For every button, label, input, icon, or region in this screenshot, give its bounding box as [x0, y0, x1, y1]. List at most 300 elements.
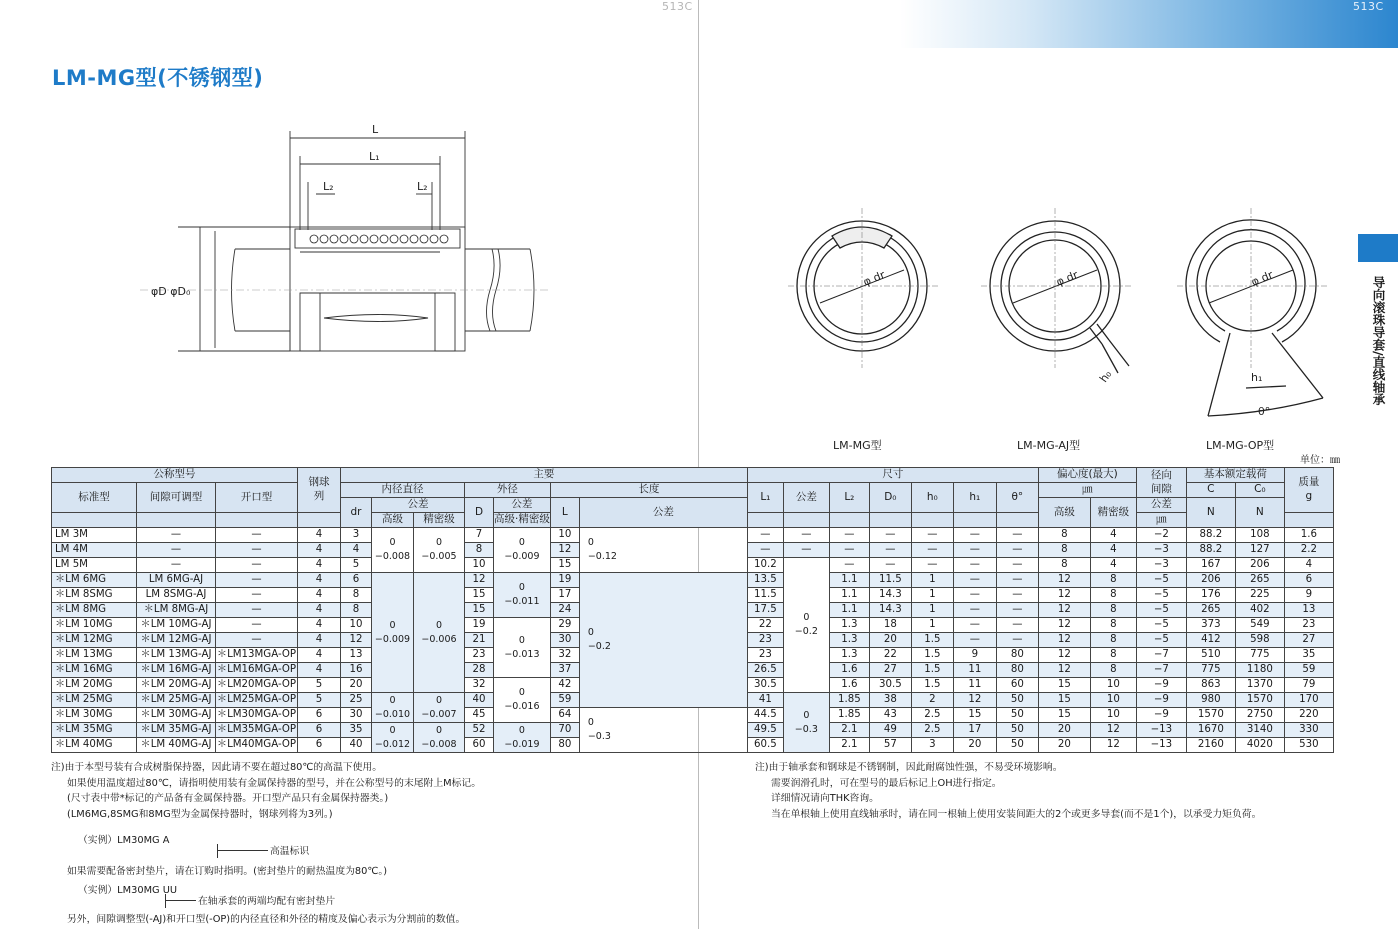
- cell-ep: 8: [1090, 618, 1136, 633]
- th-theta: θ°: [996, 483, 1038, 513]
- cell-h1: 11: [953, 678, 996, 693]
- cell-L1-tol-upper: 0: [803, 709, 810, 721]
- cell-ep: 8: [1090, 573, 1136, 588]
- cell-L: 37: [550, 663, 579, 678]
- cell-h1: 12: [953, 693, 996, 708]
- cell-ep: 8: [1090, 663, 1136, 678]
- table-row: [52, 528, 1334, 543]
- cell-eh: 8: [1038, 528, 1090, 543]
- cell-dr-tol-precise-upper: 0: [435, 537, 443, 549]
- th-load: 基本额定载荷: [1186, 468, 1284, 483]
- cell-D: 23: [465, 648, 494, 663]
- cell-dr: 3: [341, 528, 372, 543]
- cell-D0: 18: [869, 618, 911, 633]
- cell-D: 15: [465, 588, 494, 603]
- cell-L1: 17.5: [747, 603, 783, 618]
- cell-open: ＊LM20MGA-OP: [216, 678, 298, 693]
- note-left-0: 注)由于本型号装有合成树脂保持器，因此请不要在超过80℃的高温下使用。: [51, 762, 382, 773]
- cell-C: 863: [1186, 678, 1235, 693]
- cell-mass: 530: [1284, 738, 1333, 753]
- cell-dr: 8: [341, 588, 372, 603]
- cell-L1-tol-lower: −0.2: [794, 626, 818, 637]
- cell-D-tol: [494, 573, 551, 618]
- cell-L1: 10.2: [747, 558, 783, 573]
- cell-adj: ＊LM 10MG-AJ: [137, 618, 216, 633]
- cell-h1: —: [953, 528, 996, 543]
- th-ecc: 偏心度(最大): [1038, 468, 1136, 483]
- h1-label: h₁: [1251, 371, 1263, 384]
- cell-C: 2160: [1186, 738, 1235, 753]
- th-ecc-precise: 精密级: [1090, 498, 1136, 528]
- th-tolL: 公差: [579, 498, 747, 528]
- cell-L2: —: [829, 543, 869, 558]
- cell-rad: −9: [1136, 678, 1186, 693]
- cell-D: 40: [465, 693, 494, 708]
- cell-rad: −5: [1136, 633, 1186, 648]
- cell-D0: 14.3: [869, 603, 911, 618]
- cell-eh: 20: [1038, 738, 1090, 753]
- caption-op: LM-MG-OP型: [1206, 439, 1275, 452]
- cell-rad: −2: [1136, 528, 1186, 543]
- cell-h1: —: [953, 633, 996, 648]
- note-left-6: 如果需要配备密封垫片，请在订购时指明。(密封垫片的耐热温度为80℃。): [67, 865, 388, 877]
- cell-D: 12: [465, 573, 494, 588]
- cell-h0: —: [911, 528, 953, 543]
- cell-D: 60: [465, 738, 494, 753]
- cell-ep: 10: [1090, 678, 1136, 693]
- section-side-label: 导向滚珠导套/直线轴承: [1371, 276, 1386, 406]
- dr-label-mg: φ dr: [861, 268, 887, 289]
- cell-theta: 50: [996, 738, 1038, 753]
- cell-D0: 22: [869, 648, 911, 663]
- cell-L2: 1.3: [829, 648, 869, 663]
- cell-rad: −5: [1136, 588, 1186, 603]
- cell-L2: 1.85: [829, 708, 869, 723]
- note-left-5: 高温标识: [270, 845, 310, 857]
- th-adj-2: [137, 513, 216, 528]
- cell-dr-tol-precise: [414, 693, 465, 723]
- cell-L1-tol: [783, 693, 829, 753]
- cell-theta: 80: [996, 663, 1038, 678]
- dim-L1-label: L₁: [369, 150, 380, 163]
- cell-C: 265: [1186, 603, 1235, 618]
- cell-theta: —: [996, 588, 1038, 603]
- cell-dr-tol-precise-upper: 0: [435, 724, 443, 736]
- cell-ep: 8: [1090, 588, 1136, 603]
- cell-std: ＊LM 8SMG: [52, 588, 137, 603]
- dr-label-op: φ dr: [1249, 268, 1275, 289]
- cross-section-drawings: [788, 208, 1348, 438]
- cell-D: 28: [465, 663, 494, 678]
- th-mass-2b: [1284, 513, 1333, 528]
- cell-dr: 16: [341, 663, 372, 678]
- cell-D0: 30.5: [869, 678, 911, 693]
- cell-L1: 44.5: [747, 708, 783, 723]
- cell-rad: −9: [1136, 693, 1186, 708]
- cell-open: ＊LM30MGA-OP: [216, 708, 298, 723]
- cell-D0: 11.5: [869, 573, 911, 588]
- th-dims: 尺寸: [747, 468, 1038, 483]
- cell-mass: 4: [1284, 558, 1333, 573]
- cell-D0: 38: [869, 693, 911, 708]
- cell-D: 15: [465, 603, 494, 618]
- cell-mass: 9: [1284, 588, 1333, 603]
- cell-std: ＊LM 13MG: [52, 648, 137, 663]
- cell-std: ＊LM 12MG: [52, 633, 137, 648]
- cell-C: 510: [1186, 648, 1235, 663]
- th-dr: dr: [341, 498, 372, 528]
- cell-adj: LM 8SMG-AJ: [137, 588, 216, 603]
- cell-balls: 4: [298, 633, 341, 648]
- cell-balls: 4: [298, 648, 341, 663]
- cell-std: LM 4M: [52, 543, 137, 558]
- th-h0-2: [911, 513, 953, 528]
- th-adj: 间隙可调型: [137, 483, 216, 513]
- table-row: [52, 573, 1334, 588]
- cell-L2: 1.6: [829, 663, 869, 678]
- cell-D-tol: [494, 618, 551, 678]
- cell-L1: 49.5: [747, 723, 783, 738]
- cell-L: 59: [550, 693, 579, 708]
- note-left-2: (尺寸表中带*标记的产品备有金属保持器。开口型产品只有金属保持器类。): [67, 793, 389, 804]
- cell-h0: 3: [911, 738, 953, 753]
- th-mass-2: g: [1305, 490, 1313, 502]
- cell-adj: ＊LM 13MG-AJ: [137, 648, 216, 663]
- cell-dr-tol-precise-lower: −0.005: [421, 551, 457, 562]
- cell-C0: 1570: [1235, 693, 1284, 708]
- cell-adj: ＊LM 20MG-AJ: [137, 678, 216, 693]
- cell-balls: 4: [298, 528, 341, 543]
- cell-D-tol-upper: 0: [518, 582, 525, 594]
- cell-std: ＊LM 20MG: [52, 678, 137, 693]
- th-inner: 内径直径: [341, 483, 465, 498]
- cell-L: 42: [550, 678, 579, 693]
- cell-D: 32: [465, 678, 494, 693]
- cell-ep: 10: [1090, 693, 1136, 708]
- cell-L2: 1.1: [829, 603, 869, 618]
- th-balls-2b: [298, 513, 341, 528]
- dr-label-aj: φ dr: [1054, 268, 1080, 289]
- cell-open: ＊LM13MGA-OP: [216, 648, 298, 663]
- cell-balls: 6: [298, 723, 341, 738]
- cell-open: —: [216, 543, 298, 558]
- unit-label: 单位：㎜: [1300, 455, 1340, 466]
- cell-mass: 2.2: [1284, 543, 1333, 558]
- cell-h1: —: [953, 603, 996, 618]
- cell-eh: 12: [1038, 618, 1090, 633]
- th-balls: [298, 468, 341, 513]
- th-main: 主要: [341, 468, 748, 483]
- cell-mass: 220: [1284, 708, 1333, 723]
- left-page-number: 513C: [662, 0, 693, 13]
- cell-h0: 1.5: [911, 663, 953, 678]
- cell-mass: 59: [1284, 663, 1333, 678]
- cell-theta: —: [996, 543, 1038, 558]
- cell-L: 64: [550, 708, 579, 723]
- cell-D-tol-lower: −0.016: [504, 701, 540, 712]
- cell-mass: 330: [1284, 723, 1333, 738]
- dim-D-label: φD φD₀: [151, 285, 191, 298]
- th-h1: h₁: [953, 483, 996, 513]
- cell-h0: 1: [911, 618, 953, 633]
- cell-dr-tol-precise-lower: −0.007: [421, 708, 457, 720]
- cell-rad: −9: [1136, 708, 1186, 723]
- cell-theta: —: [996, 573, 1038, 588]
- cell-theta: 50: [996, 693, 1038, 708]
- cell-C: 88.2: [1186, 528, 1235, 543]
- th-open-2: [216, 513, 298, 528]
- notes-right: [755, 760, 1355, 822]
- cell-adj: ＊LM 35MG-AJ: [137, 723, 216, 738]
- cell-open: ＊LM35MGA-OP: [216, 723, 298, 738]
- th-D0: D₀: [869, 483, 911, 513]
- cell-open: —: [216, 603, 298, 618]
- note-left-8-line: [166, 900, 196, 901]
- cell-h1: 17: [953, 723, 996, 738]
- cell-dr: 40: [341, 738, 372, 753]
- cell-adj: ＊LM 25MG-AJ: [137, 693, 216, 708]
- th-std-2: [52, 513, 137, 528]
- cell-adj: —: [137, 528, 216, 543]
- cell-L1: 13.5: [747, 573, 783, 588]
- cell-dr-tol-high-upper: 0: [389, 694, 396, 706]
- cell-h0: —: [911, 543, 953, 558]
- cell-open: ＊LM40MGA-OP: [216, 738, 298, 753]
- cell-theta: 80: [996, 648, 1038, 663]
- cell-L: 70: [550, 723, 579, 738]
- cell-rad: −13: [1136, 723, 1186, 738]
- th-L2-2: [829, 513, 869, 528]
- cell-balls: 4: [298, 558, 341, 573]
- cell-C0: 1180: [1235, 663, 1284, 678]
- dim-L2-left-label: L₂: [323, 180, 334, 193]
- cell-L: 30: [550, 633, 579, 648]
- cell-C0: 598: [1235, 633, 1284, 648]
- th-C: C: [1186, 483, 1235, 498]
- cell-std: ＊LM 16MG: [52, 663, 137, 678]
- cell-std: ＊LM 25MG: [52, 693, 137, 708]
- note-right-1: 需要润滑孔时，可在型号的最后标记上OH进行指定。: [771, 777, 1002, 789]
- cell-C0: 108: [1235, 528, 1284, 543]
- th-hp: 高级·精密级: [494, 513, 551, 528]
- cell-h1: —: [953, 588, 996, 603]
- th-tolL1-2: [783, 513, 829, 528]
- cell-eh: 12: [1038, 633, 1090, 648]
- cell-mass: 1.6: [1284, 528, 1333, 543]
- cell-D-tol-lower: −0.011: [504, 596, 540, 607]
- cell-mass: 13: [1284, 603, 1333, 618]
- cell-adj: —: [137, 558, 216, 573]
- th-tol-outer: 公差: [494, 498, 551, 513]
- cell-eh: 8: [1038, 543, 1090, 558]
- cell-D0: —: [869, 558, 911, 573]
- cell-D: 19: [465, 618, 494, 633]
- cell-D-tol-upper: 0: [518, 634, 525, 646]
- cell-L: 12: [550, 543, 579, 558]
- th-D0-2: [869, 513, 911, 528]
- cell-L: 80: [550, 738, 579, 753]
- cell-ep: 12: [1090, 738, 1136, 753]
- cell-L2: 1.6: [829, 678, 869, 693]
- cell-D0: 43: [869, 708, 911, 723]
- cell-mass: 23: [1284, 618, 1333, 633]
- cell-ep: 8: [1090, 603, 1136, 618]
- cell-h0: 1.5: [911, 678, 953, 693]
- cell-D-tol-upper: 0: [518, 687, 525, 699]
- cell-L2: 2.1: [829, 723, 869, 738]
- cell-L: 29: [550, 618, 579, 633]
- cell-dr-tol-precise-lower: −0.008: [421, 738, 457, 750]
- cell-dr: 8: [341, 603, 372, 618]
- cell-L1-tol-upper: 0: [803, 612, 810, 624]
- th-high: 高级: [372, 513, 414, 528]
- cell-dr-tol-high-lower: −0.009: [374, 633, 411, 645]
- cell-h1: —: [953, 573, 996, 588]
- cell-L1-tol-lower: −0.3: [794, 723, 818, 735]
- cell-rad: −13: [1136, 738, 1186, 753]
- cell-ep: 12: [1090, 723, 1136, 738]
- cell-std: ＊LM 35MG: [52, 723, 137, 738]
- cell-C: 980: [1186, 693, 1235, 708]
- note-right-2: 详细情况请向THK咨询。: [771, 793, 879, 804]
- cell-eh: 12: [1038, 573, 1090, 588]
- cell-std: ＊LM 6MG: [52, 573, 137, 588]
- cell-eh: 12: [1038, 663, 1090, 678]
- cell-D-tol: [494, 723, 551, 753]
- cell-theta: —: [996, 618, 1038, 633]
- cell-C0: 265: [1235, 573, 1284, 588]
- cell-ep: 4: [1090, 558, 1136, 573]
- cell-C: 1570: [1186, 708, 1235, 723]
- cell-dr: 4: [341, 543, 372, 558]
- cell-dr-tol-precise-upper: 0: [435, 619, 443, 631]
- cell-D-tol-upper: 0: [518, 724, 525, 736]
- note-right-3: 当在单根轴上使用直线轴承时，请在同一根轴上使用安装间距大的2个或更多导套(而不是1个)，以承受力矩负荷。: [771, 808, 1262, 820]
- cell-L: 24: [550, 603, 579, 618]
- cell-C0: 225: [1235, 588, 1284, 603]
- cell-dr-tol-high-lower: −0.010: [374, 708, 411, 720]
- cell-D-tol-lower: −0.013: [504, 648, 540, 660]
- note-left-8-wrap: [165, 894, 691, 908]
- cell-L1: 26.5: [747, 663, 783, 678]
- cell-mass: 35: [1284, 648, 1333, 663]
- cell-adj: —: [137, 543, 216, 558]
- cell-adj: ＊LM 16MG-AJ: [137, 663, 216, 678]
- cell-dr-tol-high-upper: 0: [389, 724, 396, 736]
- cell-std: ＊LM 8MG: [52, 603, 137, 618]
- cell-eh: 8: [1038, 558, 1090, 573]
- cell-h0: 2: [911, 693, 953, 708]
- th-L1-2: [747, 513, 783, 528]
- cell-h1: 9: [953, 648, 996, 663]
- note-left-4: （实例）LM30MG A: [78, 835, 170, 846]
- cell-open: —: [216, 528, 298, 543]
- th-tol-word: 公差: [372, 498, 465, 513]
- cell-L: 19: [550, 573, 579, 588]
- th-radial-unit: ㎛: [1136, 513, 1186, 528]
- cell-h0: 1.5: [911, 633, 953, 648]
- caption-aj: LM-MG-AJ型: [1017, 439, 1081, 452]
- cell-adj: LM 6MG-AJ: [137, 573, 216, 588]
- cell-dr-tol-high-lower: −0.012: [374, 738, 411, 750]
- cell-balls: 4: [298, 618, 341, 633]
- th-outer: 外径: [465, 483, 551, 498]
- cell-theta: —: [996, 528, 1038, 543]
- cell-L1: —: [747, 528, 783, 543]
- cell-rad: −5: [1136, 573, 1186, 588]
- cell-C: 206: [1186, 573, 1235, 588]
- cell-open: ＊LM25MGA-OP: [216, 693, 298, 708]
- cell-L1: 23: [747, 633, 783, 648]
- cell-L-tol-upper: 0: [587, 627, 594, 639]
- cell-L-tol-lower: −0.2: [587, 641, 611, 652]
- cell-L1: 41: [747, 693, 783, 708]
- cell-L1: 30.5: [747, 678, 783, 693]
- cell-adj: ＊LM 8MG-AJ: [137, 603, 216, 618]
- cell-rad: −7: [1136, 663, 1186, 678]
- note-right-0: 注)由于轴承套和钢球是不锈钢制，因此耐腐蚀性强，不易受环境影响。: [755, 762, 1063, 773]
- cell-eh: 12: [1038, 588, 1090, 603]
- cell-dr: 20: [341, 678, 372, 693]
- th-precise: 精密级: [414, 513, 465, 528]
- cell-D0: —: [869, 528, 911, 543]
- cell-mass: 170: [1284, 693, 1333, 708]
- th-C-unit: N: [1186, 498, 1235, 528]
- cell-L2: 1.85: [829, 693, 869, 708]
- cell-L: 15: [550, 558, 579, 573]
- cell-D0: 49: [869, 723, 911, 738]
- cell-h1: —: [953, 543, 996, 558]
- cell-dr: 10: [341, 618, 372, 633]
- cell-L: 10: [550, 528, 579, 543]
- th-L1: L₁: [747, 483, 783, 513]
- right-page-number: 513C: [1353, 0, 1384, 13]
- cell-dr-tol-high: [372, 723, 414, 753]
- bearing-section-drawing: [140, 118, 550, 363]
- cell-h0: 2.5: [911, 723, 953, 738]
- th-radial: [1136, 468, 1186, 498]
- cell-L-tol: [579, 528, 747, 573]
- cell-mass: 6: [1284, 573, 1333, 588]
- cell-dr-tol-high-upper: 0: [389, 619, 396, 631]
- cell-C0: 206: [1235, 558, 1284, 573]
- cell-C0: 2750: [1235, 708, 1284, 723]
- cell-dr-tol-high-upper: 0: [389, 537, 396, 549]
- cell-D-tol-lower: −0.019: [504, 738, 540, 750]
- cell-L1: 60.5: [747, 738, 783, 753]
- cell-dr: 25: [341, 693, 372, 708]
- cell-adj: ＊LM 30MG-AJ: [137, 708, 216, 723]
- cell-D: 45: [465, 708, 494, 723]
- cell-h0: —: [911, 558, 953, 573]
- cell-L2: 1.3: [829, 618, 869, 633]
- cell-theta: —: [996, 633, 1038, 648]
- cell-std: ＊LM 30MG: [52, 708, 137, 723]
- cell-eh: 20: [1038, 723, 1090, 738]
- cell-L-tol: [579, 573, 747, 708]
- cell-h0: 2.5: [911, 708, 953, 723]
- cell-L1-tol: —: [783, 543, 829, 558]
- cell-eh: 12: [1038, 648, 1090, 663]
- cell-dr-tol-precise: [414, 723, 465, 753]
- note-left-8: 在轴承套的两端均配有密封垫片: [198, 895, 336, 907]
- cell-dr-tol-precise-lower: −0.006: [421, 633, 457, 645]
- cell-D: 21: [465, 633, 494, 648]
- th-L: L: [550, 498, 579, 528]
- cell-rad: −3: [1136, 558, 1186, 573]
- cell-open: ＊LM16MGA-OP: [216, 663, 298, 678]
- cell-theta: —: [996, 558, 1038, 573]
